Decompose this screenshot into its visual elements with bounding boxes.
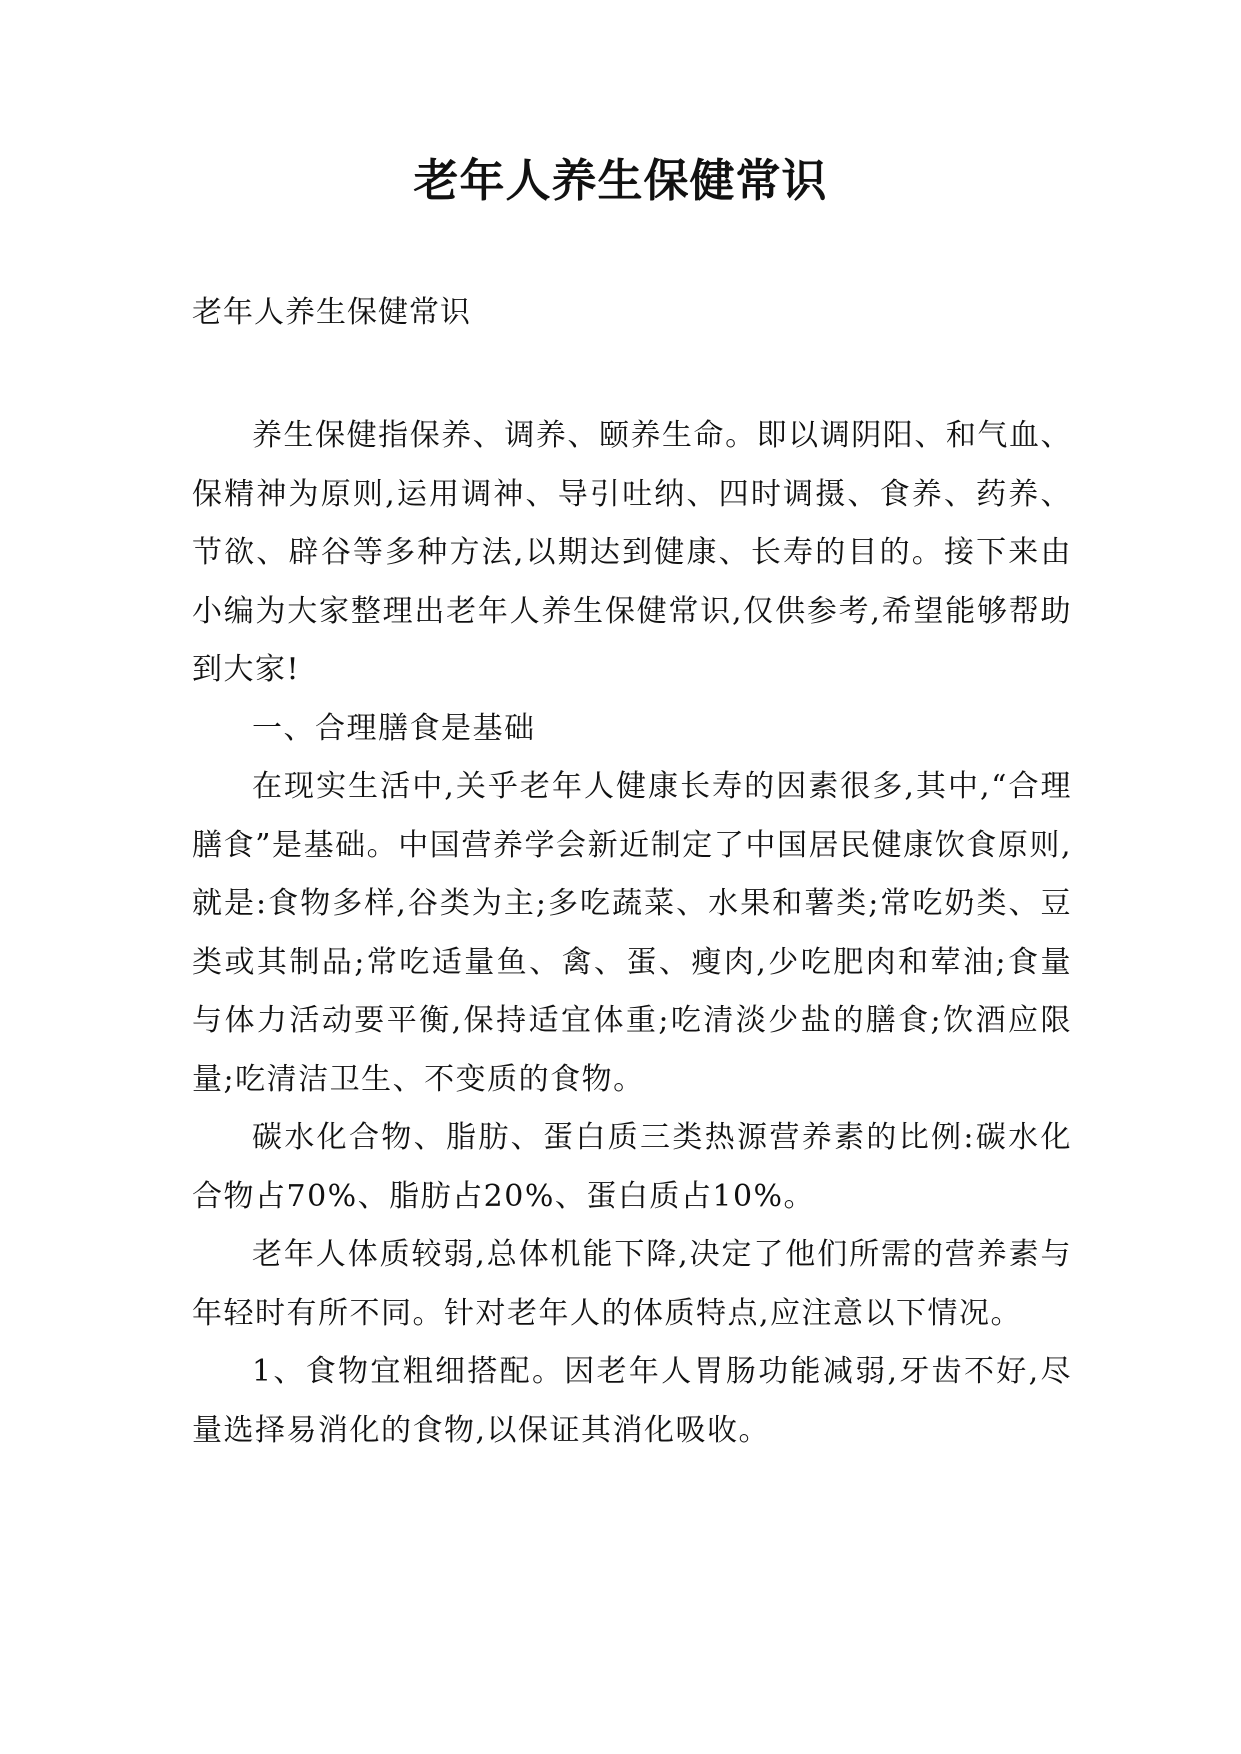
document-subtitle: 老年人养生保健常识 — [192, 295, 471, 330]
paragraph-nutrient-ratio: 碳水化合物、脂肪、蛋白质三类热源营养素的比例:碳水化合物占70%、脂肪占20%、蛋白质占10%。 — [192, 1120, 1072, 1214]
paragraph-diet-principles: 在现实生活中,关乎老年人健康长寿的因素很多,其中,“合理膳食”是基础。中国营养学会新近制定了中国居民健康饮食原则,就是:食物多样,谷类为主;多吃蔬菜、水果和薯类;常吃奶类、豆类或其制品;常吃适量鱼、禽、蛋、瘦肉,少吃肥肉和荤油;食量与体力活动要平衡,保持适宜体重;吃清淡少盐的膳食;饮酒应限量;吃清洁卫生、不变质的食物。 — [192, 769, 1072, 1097]
paragraph-intro: 养生保健指保养、调养、颐养生命。即以调阴阳、和气血、保精神为原则,运用调神、导引吐纳、四时调摄、食养、药养、节欲、辟谷等多种方法,以期达到健康、长寿的目的。接下来由小编为大家整理出老年人养生保健常识,仅供参考,希望能够帮助到大家! — [192, 418, 1072, 687]
section-heading-diet: 一、合理膳食是基础 — [252, 710, 536, 746]
paragraph-item-1: 1、食物宜粗细搭配。因老年人胃肠功能减弱,牙齿不好,尽量选择易消化的食物,以保证其消化吸收。 — [192, 1354, 1072, 1448]
paragraph-elderly-constitution: 老年人体质较弱,总体机能下降,决定了他们所需的营养素与年轻时有所不同。针对老年人的体质特点,应注意以下情况。 — [192, 1237, 1072, 1331]
document-title: 老年人养生保健常识 — [413, 154, 828, 207]
document-body — [192, 407, 1072, 1460]
